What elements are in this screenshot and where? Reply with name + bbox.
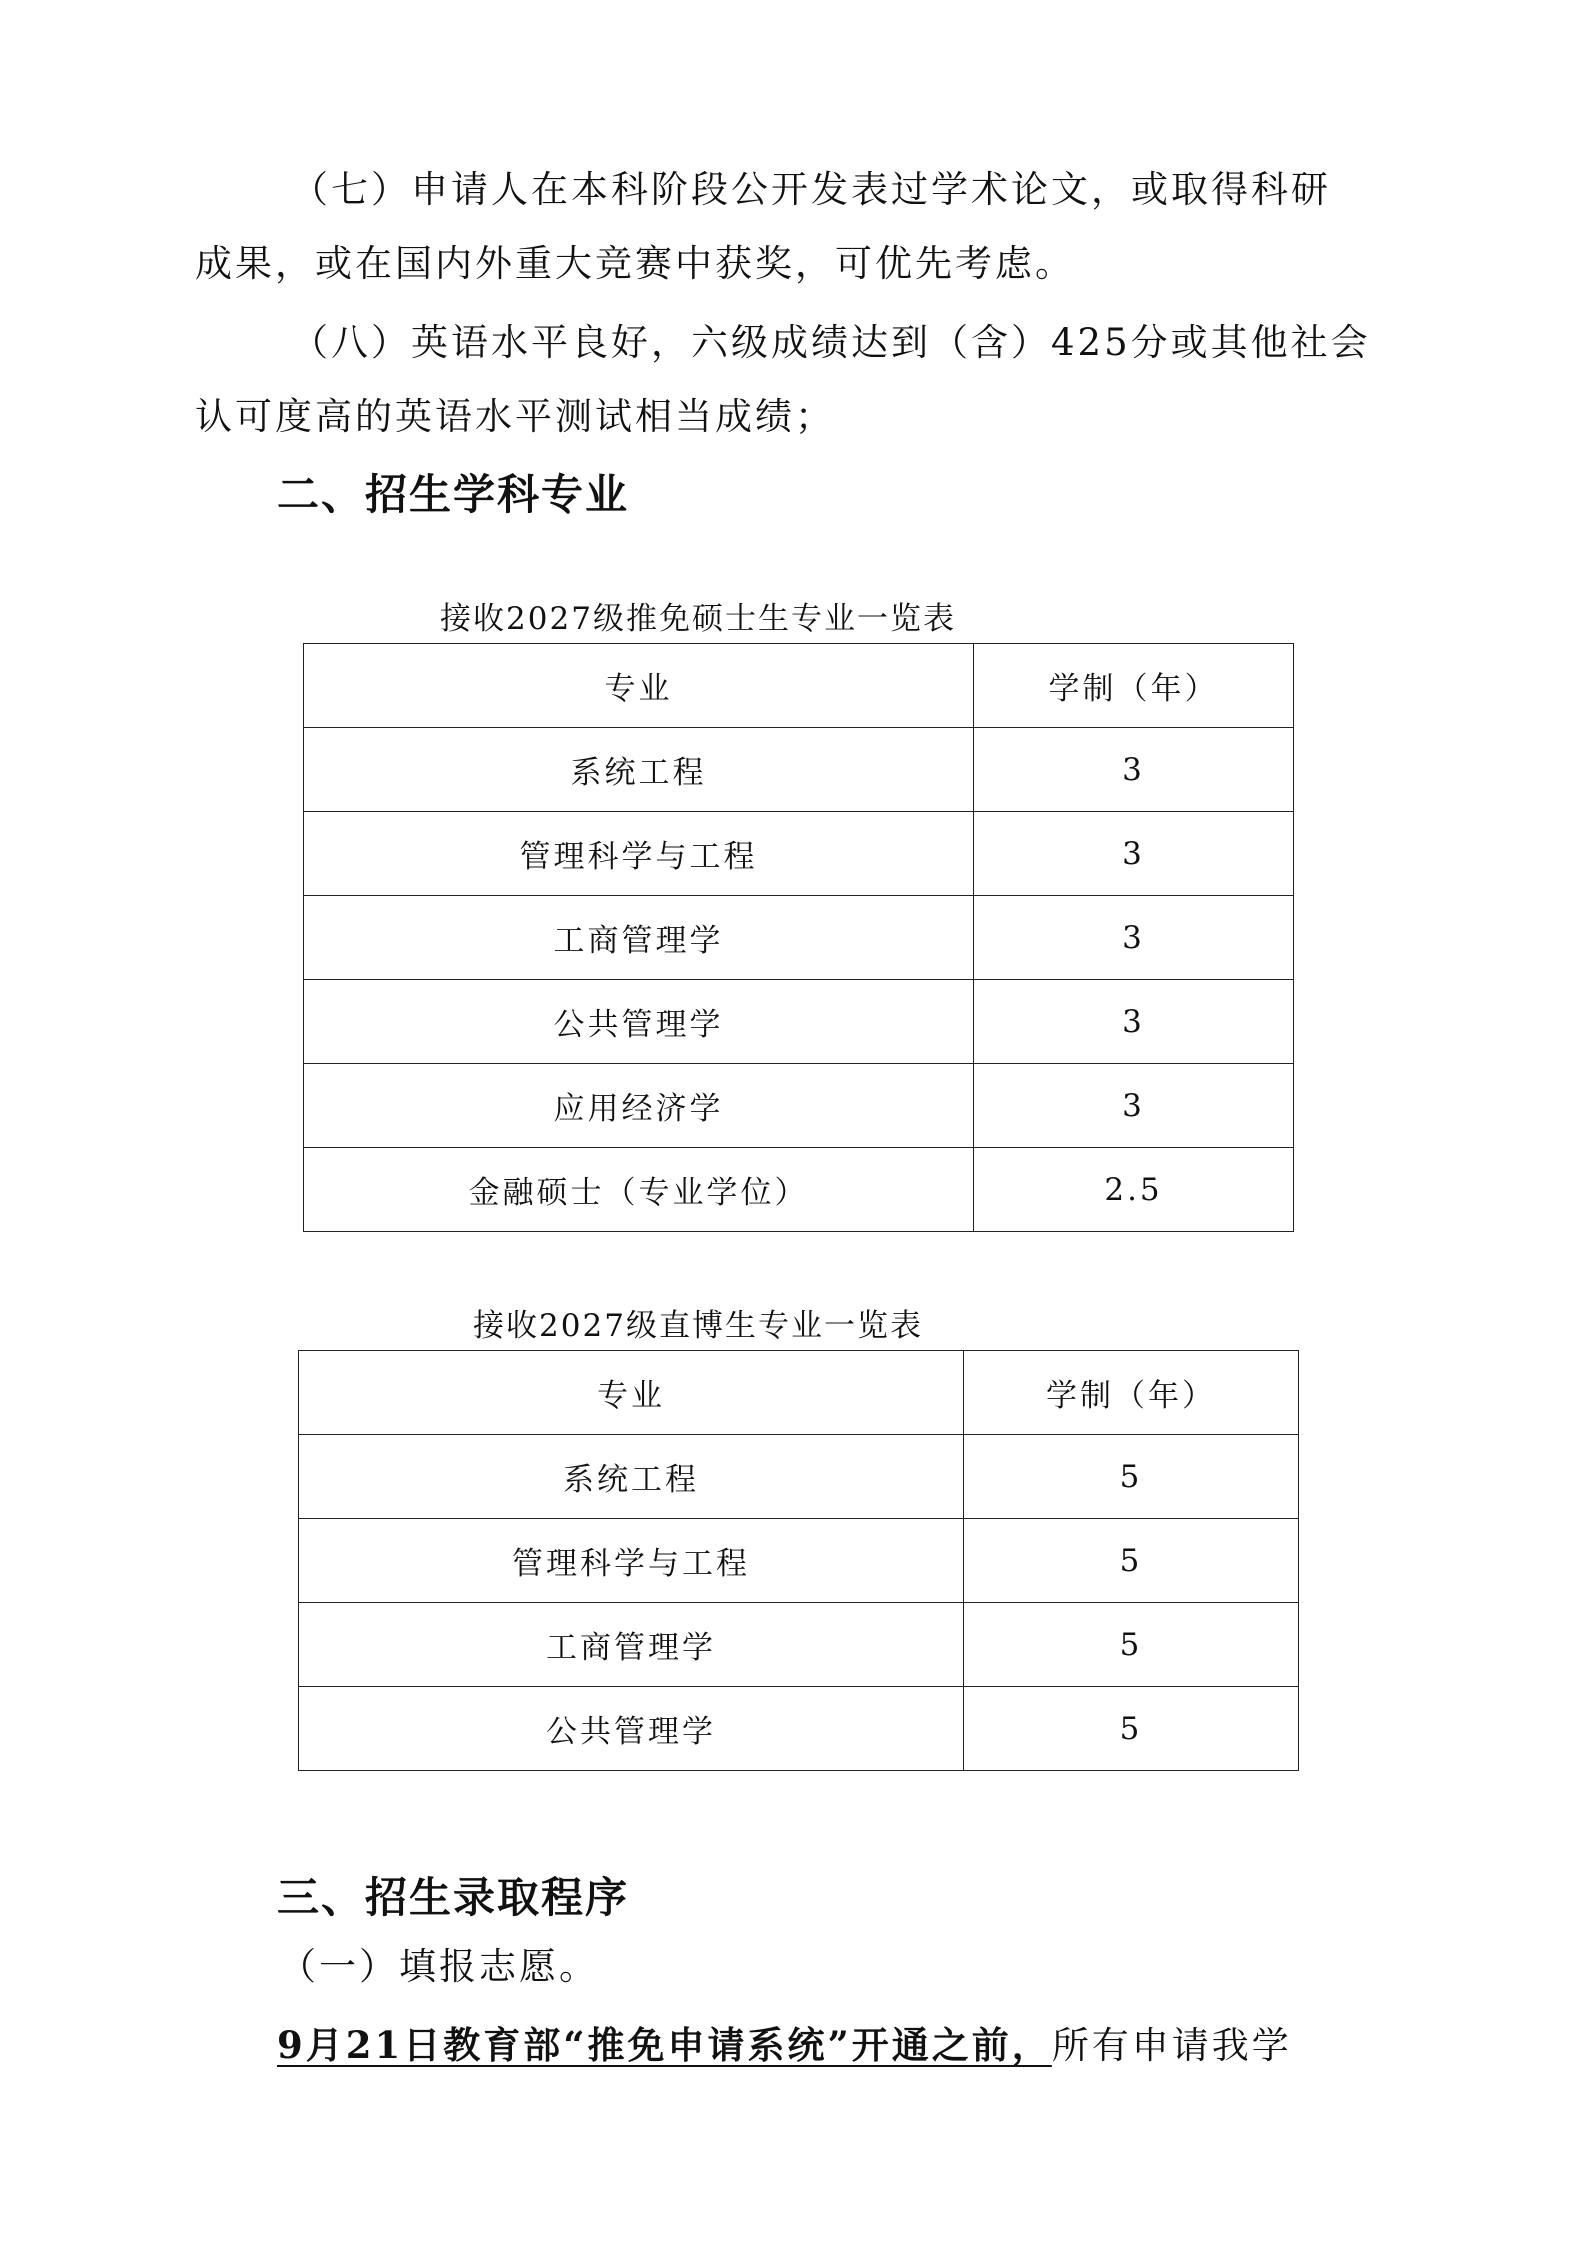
cell-duration: 3 <box>974 812 1294 896</box>
master-table-caption: 接收2027级推免硕士生专业一览表 <box>440 601 956 637</box>
notice-deadline-emphasis: 9月21日教育部“推免申请系统”开通之前， <box>277 2023 1052 2067</box>
cell-duration: 5 <box>964 1687 1299 1771</box>
table-row <box>304 812 1294 896</box>
cell-major: 应用经济学 <box>304 1064 974 1148</box>
master-program-table <box>303 643 1294 1232</box>
cell-major: 管理科学与工程 <box>304 812 974 896</box>
section-3-heading: 三、招生录取程序 <box>277 1873 630 1922</box>
table-row <box>304 1148 1294 1232</box>
cell-major: 工商管理学 <box>304 896 974 980</box>
cell-major: 公共管理学 <box>299 1687 964 1771</box>
paragraph-8-line-1: （八）英语水平良好，六级成绩达到（含）425分或其他社会 <box>291 321 1371 364</box>
paragraph-8-line-2: 认可度高的英语水平测试相当成绩； <box>195 395 835 438</box>
header-major: 专业 <box>304 644 974 728</box>
notice-continuation: 所有申请我学 <box>1051 2024 1292 2067</box>
cell-major: 金融硕士（专业学位） <box>304 1148 974 1232</box>
cell-major: 系统工程 <box>299 1435 964 1519</box>
table-row <box>299 1687 1299 1771</box>
header-duration: 学制（年） <box>974 644 1294 728</box>
cell-duration: 3 <box>974 980 1294 1064</box>
table-row <box>304 980 1294 1064</box>
phd-table-caption: 接收2027级直博生专业一览表 <box>473 1308 923 1344</box>
phd-program-table <box>298 1350 1299 1771</box>
header-duration: 学制（年） <box>964 1351 1299 1435</box>
cell-duration: 2.5 <box>974 1148 1294 1232</box>
table-row <box>299 1603 1299 1687</box>
paragraph-7-line-2: 成果，或在国内外重大竞赛中获奖，可优先考虑。 <box>195 242 1075 285</box>
table-row <box>304 896 1294 980</box>
table-row <box>299 1435 1299 1519</box>
cell-major: 工商管理学 <box>299 1603 964 1687</box>
section-2-heading: 二、招生学科专业 <box>277 470 630 519</box>
cell-duration: 5 <box>964 1519 1299 1603</box>
header-major: 专业 <box>299 1351 964 1435</box>
table-row <box>299 1519 1299 1603</box>
table-header-row <box>304 644 1294 728</box>
sub-item-fill-application: （一）填报志愿。 <box>279 1945 599 1988</box>
cell-duration: 5 <box>964 1603 1299 1687</box>
table-header-row <box>299 1351 1299 1435</box>
cell-major: 管理科学与工程 <box>299 1519 964 1603</box>
cell-duration: 3 <box>974 728 1294 812</box>
cell-duration: 5 <box>964 1435 1299 1519</box>
cell-major: 系统工程 <box>304 728 974 812</box>
section-3-sub-1 <box>195 1930 1410 2004</box>
paragraph-item-8 <box>195 306 1410 454</box>
section-3-notice <box>277 2008 1410 2083</box>
paragraph-item-7 <box>195 153 1410 301</box>
cell-duration: 3 <box>974 896 1294 980</box>
cell-major: 公共管理学 <box>304 980 974 1064</box>
table-row <box>304 1064 1294 1148</box>
cell-duration: 3 <box>974 1064 1294 1148</box>
table-row <box>304 728 1294 812</box>
paragraph-7-line-1: （七）申请人在本科阶段公开发表过学术论文，或取得科研 <box>291 168 1331 211</box>
